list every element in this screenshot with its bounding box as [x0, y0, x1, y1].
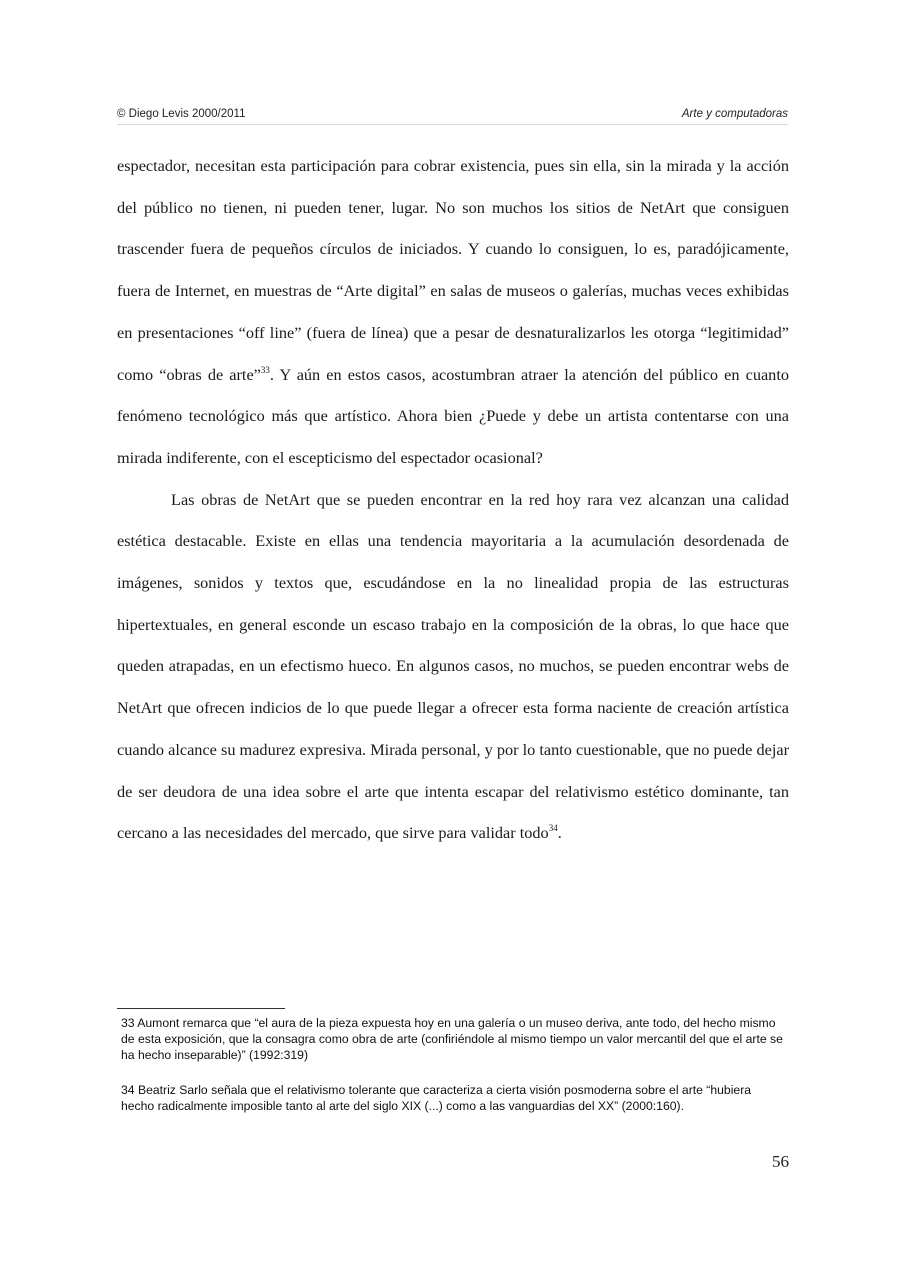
paragraph-text: .: [557, 823, 562, 843]
body-text: [117, 145, 789, 854]
footnote-ref[interactable]: 33: [260, 364, 270, 375]
paragraph-text: . Y aún en estos casos, acostumbran atraer la atención del público en cuanto fenómeno tecnológico más que artístico. Ahora bien ¿Puede y debe un artista contentarse con una mirada indiferente, con el escepticismo del espectador ocasional?: [117, 364, 789, 467]
paragraph-text: Las obras de NetArt que se pueden encontrar en la red hoy rara vez alcanzan una calidad estética destacable. Existe en ellas una tendencia mayoritaria a la acumulación desordenada de imágenes, sonidos y textos que, escudándose en la no linealidad propia de las estructuras hipertextuales, en general esconde un escaso trabajo en la composición de la obras, lo que hace que queden atrapadas, en un efectismo hueco. En algunos casos, no muchos, se pueden encontrar webs de NetArt que ofrecen indicios de lo que puede llegar a ofrecer esta forma naciente de creación artística cuando alcance su madurez expresiva. Mirada personal, y por lo tanto cuestionable, que no puede dejar de ser deudora de una idea sobre el arte que intenta escapar del relativismo estético dominante, tan cercano a las necesidades del mercado, que sirve para validar todo: [117, 489, 789, 843]
footnotes: [121, 1015, 787, 1133]
footnote: 33 Aumont remarca que “el aura de la pieza expuesta hoy en una galería o un museo deriva, ante todo, del hecho mismo de esta exposición, que la consagra como obra de arte (confiriéndole al mismo tiempo un valor mercantil del que el arte se ha hecho inseparable)” (1992:319): [121, 1016, 783, 1062]
paragraph: [117, 479, 789, 854]
paragraph: [117, 145, 789, 479]
header-title: Arte y computadoras: [681, 108, 788, 120]
footnote-divider: [117, 1008, 285, 1009]
paragraph-text: espectador, necesitan esta participación para cobrar existencia, pues sin ella, sin la mirada y la acción del público no tienen, ni pueden tener, lugar. No son muchos los sitios de NetArt que consiguen trascender fuera de pequeños círculos de iniciados. Y cuando lo consiguen, lo es, paradójicamente, fuera de Internet, en muestras de “Arte digital” en salas de museos o galerías, muchas veces exhibidas en presentaciones “off line” (fuera de línea) que a pesar de desnaturalizarlos les otorga “legitimidad” como “obras de arte”: [117, 156, 789, 384]
footnote-ref[interactable]: 34: [548, 823, 558, 834]
page-header: [117, 107, 788, 125]
header-copyright: © Diego Levis 2000/2011: [117, 108, 246, 120]
footnote: 34 Beatriz Sarlo señala que el relativismo tolerante que caracteriza a cierta visión posmoderna sobre el arte “hubiera hecho radicalmente imposible tanto al arte del siglo XIX (...) como a las vanguardias del XX” (2000:160).: [121, 1083, 752, 1113]
page-number: 56: [772, 1152, 789, 1171]
